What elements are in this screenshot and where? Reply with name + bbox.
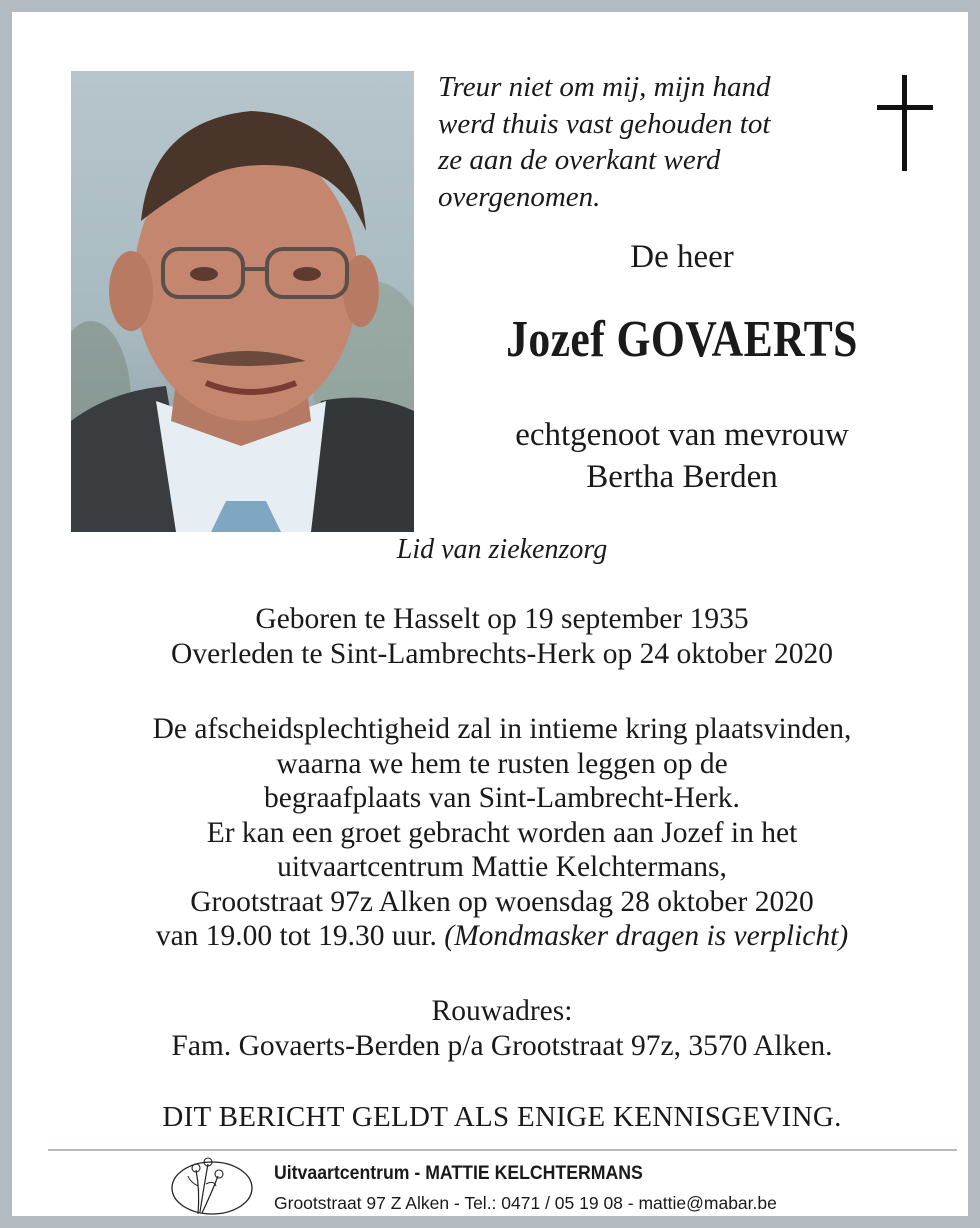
- ceremony-line: waarna we hem te rusten leggen op de: [276, 747, 728, 780]
- ceremony-line: begraafplaats van Sint-Lambrecht-Herk.: [264, 782, 740, 814]
- ceremony-line: De afscheidsplechtigheid zal in intieme kring plaatsvinden,: [152, 713, 852, 745]
- ceremony-time: van 19.00 tot 19.30 uur.: [155, 920, 437, 952]
- portrait-photo: [71, 71, 414, 532]
- notice: DIT BERICHT GELDT ALS ENIGE KENNISGEVING.: [162, 1101, 842, 1133]
- poem: [438, 69, 858, 215]
- membership: Lid van ziekenzorg: [396, 534, 608, 565]
- ceremony-line: Er kan een groet gebracht worden aan Jozef in het: [206, 816, 798, 849]
- spouse-line: echtgenoot van mevrouw: [515, 417, 849, 453]
- spouse-info: [430, 414, 934, 498]
- spouse-name: Bertha Berden: [586, 459, 778, 495]
- poem-line: werd thuis vast gehouden tot: [438, 107, 771, 140]
- deceased-name: Jozef GOVAERTS: [506, 311, 858, 368]
- birth-line: Geboren te Hasselt op 19 september 1935: [255, 603, 749, 635]
- cross-icon: [877, 75, 933, 171]
- mourning-address: [52, 994, 952, 1063]
- salutation: De heer: [630, 239, 734, 275]
- flower-logo-icon: [168, 1156, 258, 1218]
- poem-line: ze aan de overkant werd: [438, 144, 721, 176]
- address-label: Rouwadres:: [431, 995, 573, 1027]
- poem-line: Treur niet om mij, mijn hand: [438, 71, 771, 103]
- ceremony-time-line: [52, 919, 952, 954]
- funeral-home-name: Uitvaartcentrum - MATTIE KELCHTERMANS: [274, 1163, 643, 1184]
- ceremony-line: uitvaartcentrum Mattie Kelchtermans,: [277, 851, 727, 883]
- dates: [52, 602, 952, 671]
- ceremony-info: [52, 712, 952, 954]
- mask-note: (Mondmasker dragen is verplicht): [444, 920, 849, 952]
- ceremony-line: Grootstraat 97z Alken op woensdag 28 oktober 2020: [190, 885, 814, 918]
- address-value: Fam. Govaerts-Berden p/a Grootstraat 97z, 3570 Alken.: [171, 1029, 833, 1062]
- death-line: Overleden te Sint-Lambrechts-Herk op 24 oktober 2020: [171, 637, 833, 670]
- funeral-home-contact: Grootstraat 97 Z Alken - Tel.: 0471 / 05 19 08 - mattie@mabar.be: [274, 1193, 777, 1213]
- divider: [48, 1149, 957, 1151]
- poem-line: overgenomen.: [438, 180, 601, 213]
